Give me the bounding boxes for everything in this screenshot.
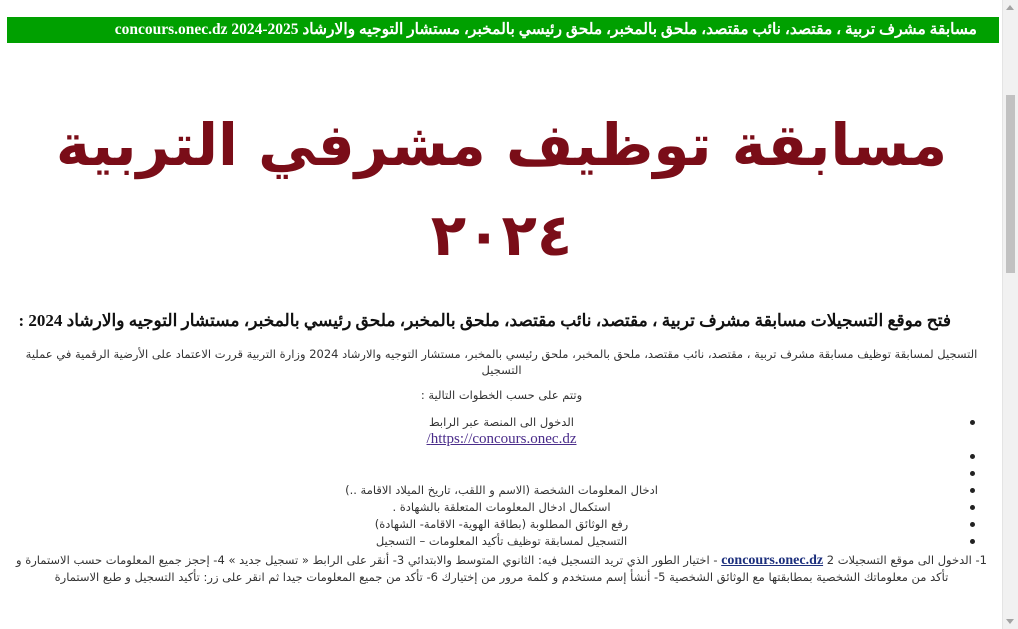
- bullet-icon: [970, 522, 975, 527]
- instructions-rest: - اختيار الطور الذي تريد التسجيل فيه: الثانوي المتوسط والابتدائي 3- أنقر على الرابط « تسجيل جديد » 4- إحجز جميع المعلومات حسب الاستمارة و تأكد من معلوماتك الشخصية بمطابقتها مع الوثائق الشخصية 5- أنشأ إسم مستخدم و كلمة مرور من إختيارك 6- تأكد من جميع المعلومات جيدا ثم انقر على زر: تأكيد التسجيل و طبع الاستمارة: [16, 553, 949, 584]
- scroll-thumb[interactable]: [1006, 95, 1015, 273]
- step-text: ادخال المعلومات الشخصة (الاسم و اللقب، تاريخ الميلاد الاقامة ..): [345, 483, 658, 497]
- onec-domain-link[interactable]: concours.onec.dz: [721, 553, 824, 568]
- article-heading: فتح موقع التسجيلات مسابقة مشرف تربية ، مقتصد، نائب مقتصد، ملحق بالمخبر، ملحق رئيسي بالمخبر، مستشار التوجيه والارشاد 2024 :: [18, 311, 951, 330]
- bullet-icon: [970, 505, 975, 510]
- step-item-empty: [10, 465, 993, 482]
- steps-list: [10, 414, 993, 550]
- step-item: [10, 533, 993, 550]
- top-banner[interactable]: مسابقة مشرف تربية ، مقتصد، نائب مقتصد، ملحق بالمخبر، ملحق رئيسي بالمخبر، مستشار التوجيه والارشاد concours.onec.dz 2024-2025: [7, 17, 999, 43]
- bullet-icon: [970, 420, 975, 425]
- bullet-icon: [970, 471, 975, 476]
- step-text: التسجيل لمسابقة توظيف تأكيد المعلومات – التسجيل: [375, 534, 628, 548]
- article-body: [10, 308, 993, 586]
- steps-intro: وتتم على حسب الخطوات التالية :: [420, 388, 583, 402]
- bullet-icon: [970, 454, 975, 459]
- step-item: [10, 516, 993, 533]
- step-text: الدخول الى المنصة عبر الرابط: [428, 415, 575, 429]
- scroll-up-icon[interactable]: [1006, 5, 1014, 10]
- scroll-down-icon[interactable]: [1006, 619, 1014, 624]
- hero-title: مسابقة توظيف مشرفي التربية ٢٠٢٤: [55, 111, 948, 269]
- bullet-icon: [970, 539, 975, 544]
- step-item: [10, 414, 993, 448]
- onec-link[interactable]: https://concours.onec.dz/: [426, 431, 577, 447]
- bullet-icon: [970, 488, 975, 493]
- intro-paragraph: التسجيل لمسابقة توظيف مسابقة مشرف تربية ، مقتصد، نائب مقتصد، ملحق بالمخبر، ملحق رئيسي بالمخبر، مستشار التوجيه والارشاد 2024 وزارة التربية قررت الاعتماد على الأرضية الرقمية في عملية التسجيل: [25, 347, 978, 377]
- instructions-prefix: 1- الدخول الى موقع التسجيلات 2: [823, 553, 987, 567]
- step-text: رفع الوثائق المطلوبة (بطاقة الهوية- الاقامة- الشهادة): [374, 517, 629, 531]
- step-text: استكمال ادخال المعلومات المتعلقة بالشهادة .: [392, 500, 611, 514]
- vertical-scrollbar[interactable]: [1002, 0, 1018, 629]
- instructions-paragraph: [10, 552, 993, 586]
- step-item-empty: [10, 448, 993, 465]
- step-item: [10, 499, 993, 516]
- step-item: [10, 482, 993, 499]
